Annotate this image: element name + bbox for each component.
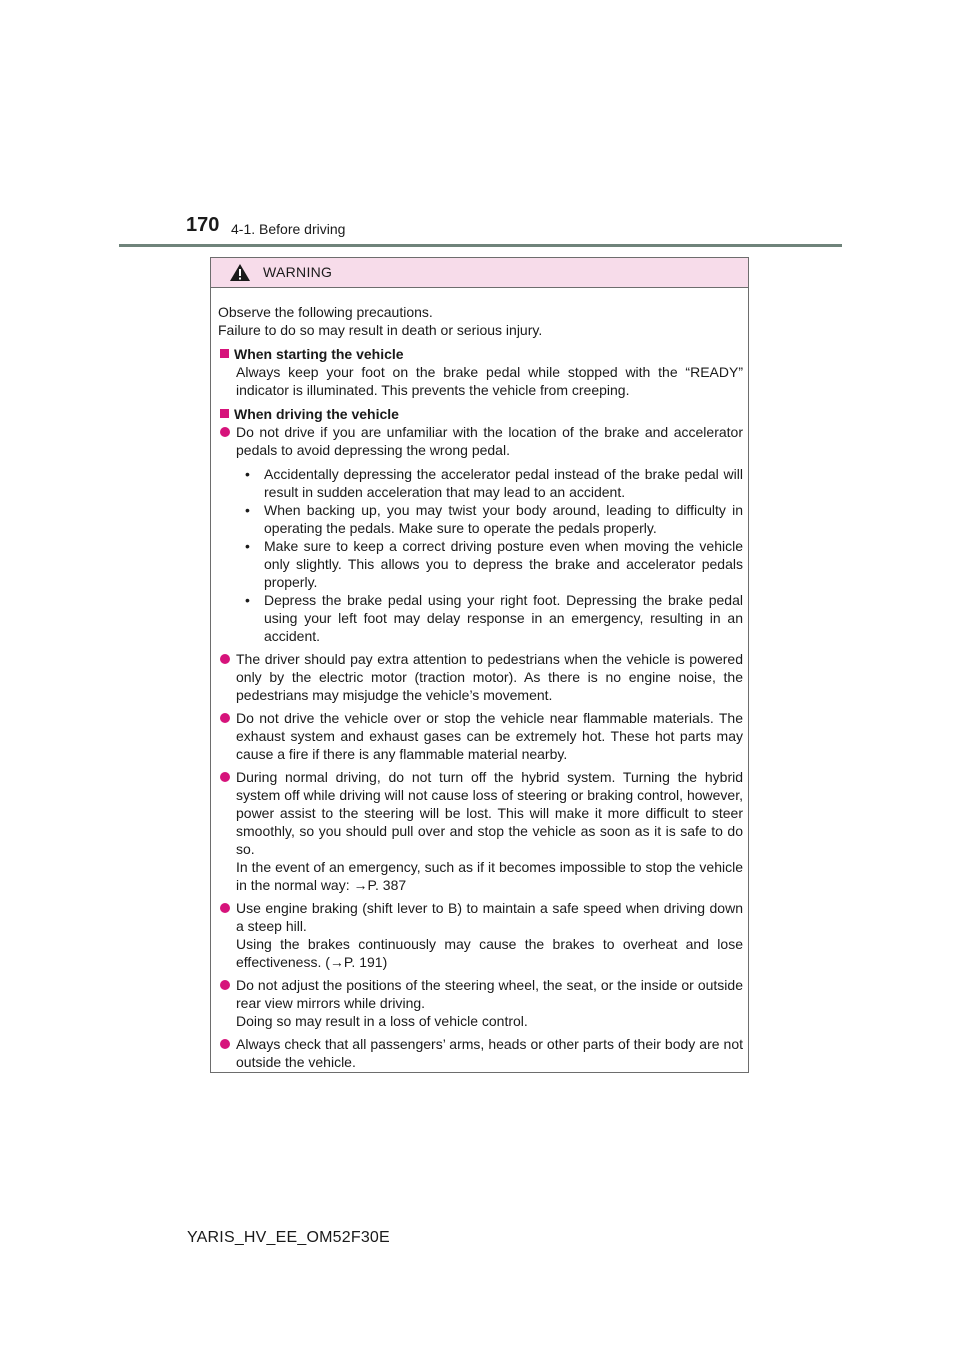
intro-line: Failure to do so may result in death or serious injury. (218, 322, 543, 338)
dash-marker: • (245, 592, 250, 608)
circle-bullet-icon (220, 654, 230, 664)
header-rule (119, 244, 842, 247)
list-item-text: Use engine braking (shift lever to B) to maintain a safe speed when driving down a steep hill. (236, 900, 743, 934)
warning-title: WARNING (263, 264, 333, 280)
circle-bullet-icon (220, 1039, 230, 1049)
circle-bullet-icon (220, 427, 230, 437)
circle-bullet-icon (220, 772, 230, 782)
circle-bullet-icon (220, 980, 230, 990)
dash-text: Accidentally depressing the accelerator pedal instead of the brake pedal will result in sudden acceleration that may lead to an accident. (264, 466, 743, 500)
list-item-text: In the event of an emergency, such as if it becomes impossible to stop the vehicle in the normal way: →P. 387 (236, 859, 743, 893)
dash-text: When backing up, you may twist your body around, leading to difficulty in operating the pedals. Make sure to operate the pedals properly. (264, 502, 743, 536)
dash-marker: • (245, 502, 250, 518)
circle-bullet-icon (220, 903, 230, 913)
dash-text: Depress the brake pedal using your right foot. Depressing the brake pedal using your left foot may delay response in an emergency, resulting in an accident. (264, 592, 743, 644)
section-title: 4-1. Before driving (231, 221, 346, 237)
subsection-body: Always keep your foot on the brake pedal while stopped with the “READY” indicator is illuminated. This prevents the vehicle from creeping. (236, 364, 743, 398)
list-item (218, 768, 743, 894)
list-item (218, 709, 743, 763)
dash-item (236, 501, 743, 537)
list-item-text: Do not drive the vehicle over or stop the vehicle near flammable materials. The exhaust system and exhaust gases can be extremely hot. These hot parts may cause a fire if there is any flammable material nearby. (236, 710, 743, 762)
intro-line: Observe the following precautions. (218, 304, 433, 320)
dash-item (236, 465, 743, 501)
bullet-list (218, 423, 743, 1071)
dash-item (236, 537, 743, 591)
dash-list (236, 465, 743, 645)
warning-box (210, 257, 749, 1073)
list-item-text: Do not adjust the positions of the steering wheel, the seat, or the inside or outside rear view mirrors while driving. (236, 977, 743, 1011)
warning-content (211, 288, 748, 1071)
list-item-text: Using the brakes continuously may cause the brakes to overheat and lose effectiveness. (→P. 191) (236, 936, 743, 970)
list-item (218, 1035, 743, 1071)
subsection-heading-text: When driving the vehicle (234, 406, 399, 422)
subsection-starting (218, 345, 743, 399)
subsection-heading (218, 345, 743, 363)
warning-triangle-icon (229, 263, 251, 282)
dash-item (236, 591, 743, 645)
list-item (218, 976, 743, 1030)
list-item-text: Always check that all passengers’ arms, heads or other parts of their body are not outside the vehicle. (236, 1036, 743, 1070)
list-item-content (236, 423, 743, 645)
list-item-text: The driver should pay extra attention to pedestrians when the vehicle is powered only by the electric motor (traction motor). As there is no engine noise, the pedestrians may misjudge the vehicle’s movement. (236, 651, 743, 703)
list-item-content (236, 768, 743, 894)
subsection-driving (218, 405, 743, 1071)
circle-bullet-icon (220, 713, 230, 723)
subsection-heading-text: When starting the vehicle (234, 346, 404, 362)
dash-text: Make sure to keep a correct driving posture even when moving the vehicle only slightly. This allows you to depress the brake and accelerator pedals properly. (264, 538, 743, 590)
square-bullet-icon (220, 349, 229, 358)
subsection-heading (218, 405, 743, 423)
list-item (218, 423, 743, 645)
list-item-text: Doing so may result in a loss of vehicle control. (236, 1013, 528, 1029)
list-item-text: Do not drive if you are unfamiliar with the location of the brake and accelerator pedals to avoid depressing the wrong pedal. (236, 424, 743, 458)
page-number: 170 (186, 214, 220, 236)
square-bullet-icon (220, 409, 229, 418)
list-item-content (236, 976, 743, 1030)
document-code: YARIS_HV_EE_OM52F30E (187, 1229, 390, 1246)
dash-marker: • (245, 538, 250, 554)
warning-header (211, 258, 748, 288)
list-item-text: During normal driving, do not turn off the hybrid system. Turning the hybrid system off while driving will not cause loss of steering or braking control, however, power assist to the steering will be lost. This will make it more difficult to steer smoothly, so you should pull over and stop the vehicle as soon as it is safe to do so. (236, 769, 743, 857)
list-item-content (236, 899, 743, 971)
dash-marker: • (245, 466, 250, 482)
list-item (218, 899, 743, 971)
list-item (218, 650, 743, 704)
